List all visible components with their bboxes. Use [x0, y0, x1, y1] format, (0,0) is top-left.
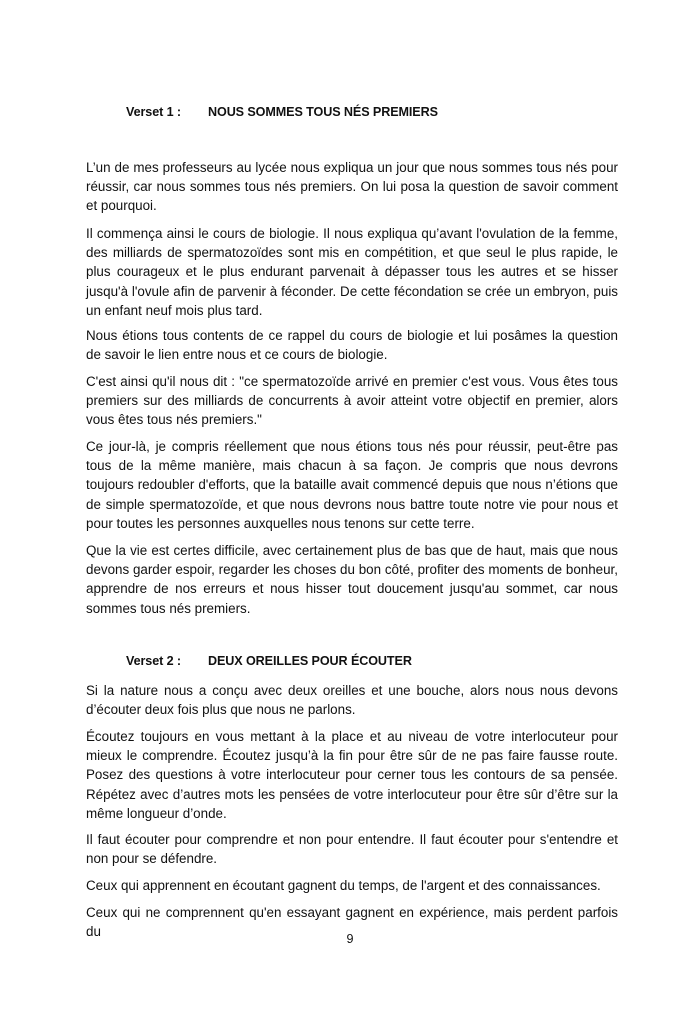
- verse-2-paragraph-1: Si la nature nous a conçu avec deux oreilles et une bouche, alors nous nous devons d’écouter deux fois plus que nous ne parlons.: [86, 683, 618, 718]
- verse-1-paragraph-5: Ce jour-là, je compris réellement que nous étions tous nés pour réussir, peut-être pas tous de la même manière, mais chacun à sa façon. Je compris que nous devrons toujours redoubler d'efforts, que la bataille avait commencé depuis que nous n’étions que de simple spermatozoïde, et que nous devrons nous battre toute notre vie pour nous et pour toutes les personnes auxquelles nous tenons sur cette terre.: [86, 439, 618, 531]
- verse-1-paragraph-6: Que la vie est certes difficile, avec certainement plus de bas que de haut, mais que nous devons garder espoir, regarder les choses du bon côté, profiter des moments de bonheur, apprendre de nos erreurs et nous hisser tout doucement jusqu'au sommet, car nous sommes tous nés premiers.: [86, 543, 618, 616]
- verse-1-title: NOUS SOMMES TOUS NÉS PREMIERS: [208, 105, 438, 119]
- verse-2-paragraph-5: Ceux qui ne comprennent qu'en essayant gagnent en expérience, mais perdent parfois du: [86, 905, 618, 940]
- verse-1-paragraph-3: Nous étions tous contents de ce rappel du cours de biologie et lui posâmes la question de savoir le lien entre nous et ce cours de biologie.: [86, 328, 618, 363]
- verse-1-paragraph-1: L’un de mes professeurs au lycée nous expliqua un jour que nous sommes tous nés pour réussir, car nous sommes tous nés premiers. On lui posa la question de savoir comment et pourquoi.: [86, 160, 618, 214]
- verse-2-label: Verset 2 :: [126, 654, 182, 668]
- verse-1-heading: [126, 105, 438, 119]
- page-number: 9: [346, 932, 354, 946]
- verse-2-paragraph-2: Écoutez toujours en vous mettant à la place et au niveau de votre interlocuteur pour mieux le comprendre. Écoutez jusqu’à la fin pour être sûr de ne pas faire fausse route. Posez des questions à votre interlocuteur pour cerner tous les contours de sa pensée. Répétez avec d’autres mots les pensées de votre interlocuteur pour être sûr d’être sur la même longueur d’onde.: [86, 729, 618, 821]
- verse-1-label: Verset 1 :: [126, 105, 182, 119]
- verse-2-heading: [126, 654, 412, 668]
- verse-2-paragraph-4: Ceux qui apprennent en écoutant gagnent du temps, de l'argent et des connaissances.: [86, 878, 601, 893]
- verse-2-paragraph-3: Il faut écouter pour comprendre et non pour entendre. Il faut écouter pour s'entendre et non pour se défendre.: [86, 832, 618, 867]
- verse-1-paragraph-2: Il commença ainsi le cours de biologie. Il nous expliqua qu’avant l'ovulation de la femme, des milliards de spermatozoïdes sont mis en compétition, et que seul le plus rapide, le plus courageux et le plus endurant parvenait à dépasser tous les autres et se hisser jusqu'à l'ovule afin de parvenir à féconder. De cette fécondation se crée un embryon, puis un enfant neuf mois plus tard.: [86, 226, 618, 318]
- verse-1-paragraph-4: C'est ainsi qu'il nous dit : "ce spermatozoïde arrivé en premier c'est vous. Vous êtes tous premiers sur des milliards de concurrents à avoir atteint votre objectif en premier, alors vous êtes tous nés premiers.": [86, 374, 618, 428]
- verse-2-title: DEUX OREILLES POUR ÉCOUTER: [208, 654, 412, 668]
